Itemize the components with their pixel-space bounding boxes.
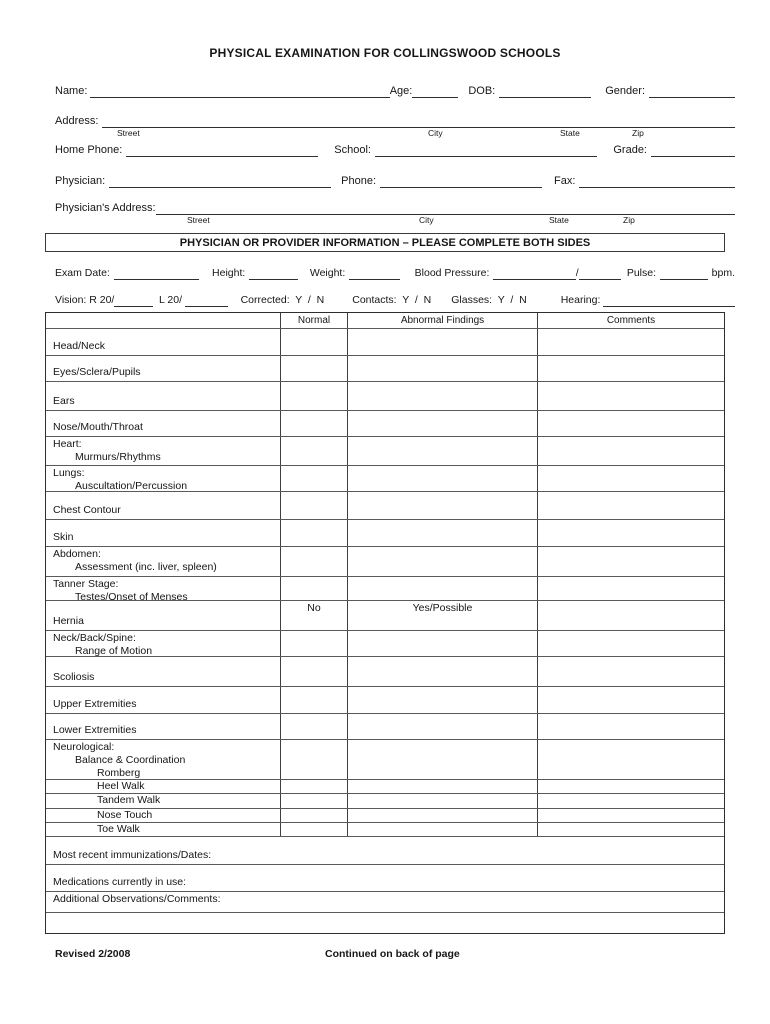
abnormal-findings-cell[interactable]: [348, 631, 538, 656]
abnormal-findings-cell[interactable]: [348, 794, 538, 808]
vision-right-label: Vision: R 20/: [55, 294, 115, 306]
provider-banner: PHYSICIAN OR PROVIDER INFORMATION – PLEASE COMPLETE BOTH SIDES: [45, 233, 725, 252]
normal-cell[interactable]: [281, 356, 348, 381]
abnormal-findings-cell[interactable]: [348, 411, 538, 436]
row-sublabel: Testes/Onset of Menses: [75, 591, 188, 603]
page-footer: [0, 948, 770, 961]
vitals-section: [0, 266, 770, 307]
row-subsublabel: Romberg: [97, 767, 141, 779]
comments-cell[interactable]: [538, 520, 724, 546]
physician-row: [55, 174, 735, 188]
row-label: Heel Walk: [97, 779, 145, 792]
table-row-abdomen: [46, 547, 724, 577]
home-phone-row: [55, 143, 735, 157]
name-field[interactable]: [90, 84, 389, 98]
row-sublabel: Balance & Coordination: [75, 754, 186, 766]
dob-field[interactable]: [499, 84, 591, 98]
city-sublabel: City: [419, 215, 434, 225]
grade-label: Grade:: [613, 144, 647, 156]
row-label: Eyes/Sclera/Pupils: [53, 366, 141, 378]
row-sublabel: Murmurs/Rhythms: [75, 451, 161, 463]
table-row-hernia: [46, 601, 724, 631]
row-label: Head/Neck: [53, 340, 105, 352]
abnormal-findings-cell[interactable]: [348, 780, 538, 793]
comments-cell[interactable]: [538, 329, 724, 355]
vision-right-field[interactable]: [114, 293, 153, 307]
table-row-skin: [46, 520, 724, 547]
provider-section: [0, 233, 770, 252]
abnormal-findings-cell[interactable]: [348, 687, 538, 713]
abnormal-findings-cell[interactable]: [348, 329, 538, 355]
glasses-label: Glasses: Y / N: [451, 294, 527, 306]
normal-cell[interactable]: [281, 547, 348, 576]
gender-label: Gender:: [605, 85, 645, 97]
row-label-cell: [46, 714, 281, 739]
corrected-label: Corrected: Y / N: [240, 294, 325, 306]
table-row-ears: [46, 382, 724, 411]
abnormal-findings-cell[interactable]: [348, 466, 538, 491]
table-row-chest-contour: [46, 492, 724, 520]
row-label-cell: [46, 657, 281, 686]
zip-sublabel: Zip: [623, 215, 635, 225]
exam-date-label: Exam Date:: [55, 267, 110, 279]
row-label-cell: [46, 547, 281, 576]
row-label: Lower Extremities: [53, 724, 137, 736]
row-label: Neck/Back/Spine:: [53, 632, 136, 644]
abnormal-findings-cell[interactable]: [348, 520, 538, 546]
home-phone-field[interactable]: [126, 143, 318, 157]
row-sublabel: Range of Motion: [75, 645, 153, 657]
row-label-cell: [46, 411, 281, 436]
blood-pressure-slash: /: [575, 267, 579, 279]
normal-cell[interactable]: [281, 466, 348, 491]
row-label: Scoliosis: [53, 671, 95, 683]
comments-cell[interactable]: [538, 382, 724, 410]
blood-pressure-label: Blood Pressure:: [414, 267, 490, 279]
table-row-lungs: [46, 466, 724, 492]
comments-cell[interactable]: [538, 492, 724, 519]
vision-left-label: L 20/: [159, 294, 183, 306]
row-label-cell: [46, 794, 281, 808]
fax-label: Fax:: [554, 175, 576, 187]
table-row-lower-extremities: [46, 714, 724, 740]
normal-cell[interactable]: [281, 520, 348, 546]
comments-cell[interactable]: [538, 657, 724, 686]
row-label-cell: [46, 356, 281, 381]
row-label: Skin: [53, 531, 74, 543]
abnormal-findings-cell[interactable]: [348, 809, 538, 822]
comments-cell[interactable]: [538, 547, 724, 576]
address-field[interactable]: [102, 114, 735, 128]
comments-cell[interactable]: [538, 437, 724, 465]
table-row-eyes: [46, 356, 724, 382]
table-row-toe-walk: [46, 823, 724, 837]
abnormal-findings-cell[interactable]: [348, 657, 538, 686]
normal-cell[interactable]: [281, 411, 348, 436]
normal-cell[interactable]: [281, 382, 348, 410]
hearing-label: Hearing:: [560, 294, 601, 306]
table-row-scoliosis: [46, 657, 724, 687]
street-sublabel: Street: [187, 215, 210, 225]
abnormal-findings-cell[interactable]: [348, 714, 538, 739]
row-label: Hernia: [53, 615, 84, 627]
table-row-nose-mouth-throat: [46, 411, 724, 437]
row-label: Nose Touch: [97, 808, 153, 821]
age-field[interactable]: [412, 84, 458, 98]
table-row-tandem-walk: [46, 794, 724, 809]
physicians-address-sublabels: [55, 215, 735, 226]
abnormal-findings-header-cell: Abnormal Findings: [348, 313, 538, 328]
row-label-cell: [46, 740, 281, 779]
comments-cell[interactable]: [538, 740, 724, 779]
row-label: Upper Extremities: [53, 698, 137, 710]
school-label: School:: [334, 144, 371, 156]
name-row: [55, 84, 735, 98]
comments-cell[interactable]: [538, 631, 724, 656]
comments-header-cell: Comments: [606, 315, 656, 326]
page-title: PHYSICAL EXAMINATION FOR COLLINGSWOOD SCHOOLS: [209, 46, 561, 60]
dob-label: DOB:: [468, 85, 496, 97]
demographics-section: [0, 84, 770, 226]
comments-cell[interactable]: [538, 780, 724, 793]
normal-cell[interactable]: [281, 823, 348, 836]
street-sublabel: Street: [117, 128, 140, 138]
row-label-cell: [46, 520, 281, 546]
comments-cell[interactable]: [538, 356, 724, 381]
address-label: Address:: [55, 115, 99, 127]
hearing-field[interactable]: [603, 293, 735, 307]
hernia-yes-possible-cell[interactable]: Yes/Possible: [348, 601, 538, 630]
vision-left-field[interactable]: [185, 293, 228, 307]
height-label: Height:: [212, 267, 246, 279]
state-sublabel: State: [549, 215, 569, 225]
comments-cell[interactable]: [538, 466, 724, 491]
additional-observations-row[interactable]: [46, 892, 724, 913]
pulse-field[interactable]: [660, 266, 708, 280]
normal-cell[interactable]: [281, 329, 348, 355]
row-label: Toe Walk: [97, 822, 140, 835]
table-row-neurological: [46, 740, 724, 780]
table-row-neck-back-spine: [46, 631, 724, 657]
abnormal-findings-cell[interactable]: [348, 547, 538, 576]
blood-pressure-systolic-field[interactable]: [493, 266, 575, 280]
normal-cell[interactable]: [281, 657, 348, 686]
phone-field[interactable]: [380, 174, 542, 188]
normal-cell[interactable]: [281, 577, 348, 600]
row-label: Neurological:: [53, 741, 115, 753]
comments-cell[interactable]: [538, 577, 724, 600]
name-label: Name:: [55, 85, 88, 97]
row-label-cell: [46, 809, 281, 822]
row-label: Chest Contour: [53, 504, 121, 516]
pulse-label: Pulse:: [626, 267, 657, 279]
additional-observations-label: Additional Observations/Comments:: [53, 893, 221, 905]
row-label-cell: [46, 631, 281, 656]
comments-cell[interactable]: [538, 411, 724, 436]
empty-writein-row[interactable]: [46, 913, 724, 933]
normal-header-cell: Normal: [281, 313, 348, 328]
row-label-cell: [46, 823, 281, 836]
row-label-cell: [46, 492, 281, 519]
school-field[interactable]: [375, 143, 597, 157]
physicians-address-label: Physician's Address:: [55, 202, 156, 214]
abnormal-findings-cell[interactable]: [348, 823, 538, 836]
table-row-heel-walk: [46, 780, 724, 794]
hernia-no-cell[interactable]: No: [281, 601, 348, 630]
vision-row: [55, 293, 735, 307]
abnormal-findings-cell[interactable]: [348, 492, 538, 519]
row-label-cell: [46, 687, 281, 713]
physicians-address-field[interactable]: [156, 201, 735, 215]
phone-label: Phone:: [341, 175, 377, 187]
row-label-cell: [46, 382, 281, 410]
age-label: Age:: [389, 85, 413, 97]
normal-cell[interactable]: [281, 687, 348, 713]
continued-note: Continued on back of page: [325, 948, 460, 960]
grade-field[interactable]: [651, 143, 735, 157]
city-sublabel: City: [428, 128, 443, 138]
row-label-cell: [46, 780, 281, 793]
abnormal-findings-cell[interactable]: [348, 740, 538, 779]
physicians-address-row: [55, 201, 735, 215]
address-row: [55, 114, 735, 128]
row-label-cell: [46, 437, 281, 465]
row-label: Ears: [53, 395, 75, 407]
exam-date-row: [55, 266, 735, 280]
row-label: Lungs:: [53, 467, 85, 479]
table-row-heart: [46, 437, 724, 466]
normal-cell[interactable]: [281, 809, 348, 822]
immunizations-row[interactable]: [46, 837, 724, 865]
row-label-cell: [46, 329, 281, 355]
normal-cell[interactable]: [281, 740, 348, 779]
abnormal-findings-cell[interactable]: [348, 437, 538, 465]
zip-sublabel: Zip: [632, 128, 644, 138]
findings-section: [0, 312, 770, 934]
fax-field[interactable]: [579, 174, 735, 188]
row-label: Tandem Walk: [97, 794, 161, 806]
abnormal-findings-cell[interactable]: [348, 382, 538, 410]
row-label: Heart:: [53, 438, 82, 450]
row-label-cell: [46, 466, 281, 491]
medications-row[interactable]: [46, 865, 724, 892]
blood-pressure-diastolic-field[interactable]: [579, 266, 621, 280]
physician-label: Physician:: [55, 175, 106, 187]
system-header-cell: [46, 313, 281, 328]
abnormal-findings-cell[interactable]: [348, 577, 538, 600]
bpm-label: bpm.: [711, 267, 735, 279]
comments-cell[interactable]: [538, 823, 724, 836]
normal-cell[interactable]: [281, 794, 348, 808]
revision-note: Revised 2/2008: [55, 948, 131, 960]
row-label: Abdomen:: [53, 548, 101, 560]
table-row-tanner-stage: [46, 577, 724, 601]
comments-cell[interactable]: [538, 794, 724, 808]
table-header-row: [46, 313, 724, 329]
row-sublabel: Assessment (inc. liver, spleen): [75, 561, 217, 573]
comments-cell[interactable]: [538, 714, 724, 739]
row-label: Nose/Mouth/Throat: [53, 421, 143, 433]
address-sublabels: [55, 128, 735, 139]
state-sublabel: State: [560, 128, 580, 138]
normal-cell[interactable]: [281, 714, 348, 739]
comments-cell[interactable]: [538, 601, 724, 630]
table-row-nose-touch: [46, 809, 724, 823]
exam-date-field[interactable]: [114, 266, 199, 280]
immunizations-label: Most recent immunizations/Dates:: [53, 849, 212, 861]
gender-field[interactable]: [649, 84, 735, 98]
comments-cell[interactable]: [538, 809, 724, 822]
normal-cell[interactable]: [281, 492, 348, 519]
weight-field[interactable]: [349, 266, 399, 280]
normal-cell[interactable]: [281, 780, 348, 793]
comments-cell[interactable]: [538, 687, 724, 713]
weight-label: Weight:: [309, 267, 346, 279]
row-label-cell: [46, 577, 281, 603]
row-label-cell: [46, 601, 281, 630]
findings-table: [45, 312, 725, 934]
medications-label: Medications currently in use:: [53, 876, 187, 888]
row-sublabel: Auscultation/Percussion: [75, 480, 188, 492]
contacts-label: Contacts: Y / N: [352, 294, 432, 306]
row-label: Tanner Stage:: [53, 578, 119, 590]
home-phone-label: Home Phone:: [55, 144, 123, 156]
height-field[interactable]: [249, 266, 298, 280]
table-row-upper-extremities: [46, 687, 724, 714]
physician-field[interactable]: [109, 174, 331, 188]
normal-cell[interactable]: [281, 437, 348, 465]
normal-cell[interactable]: [281, 631, 348, 656]
table-row-head-neck: [46, 329, 724, 356]
abnormal-findings-cell[interactable]: [348, 356, 538, 381]
